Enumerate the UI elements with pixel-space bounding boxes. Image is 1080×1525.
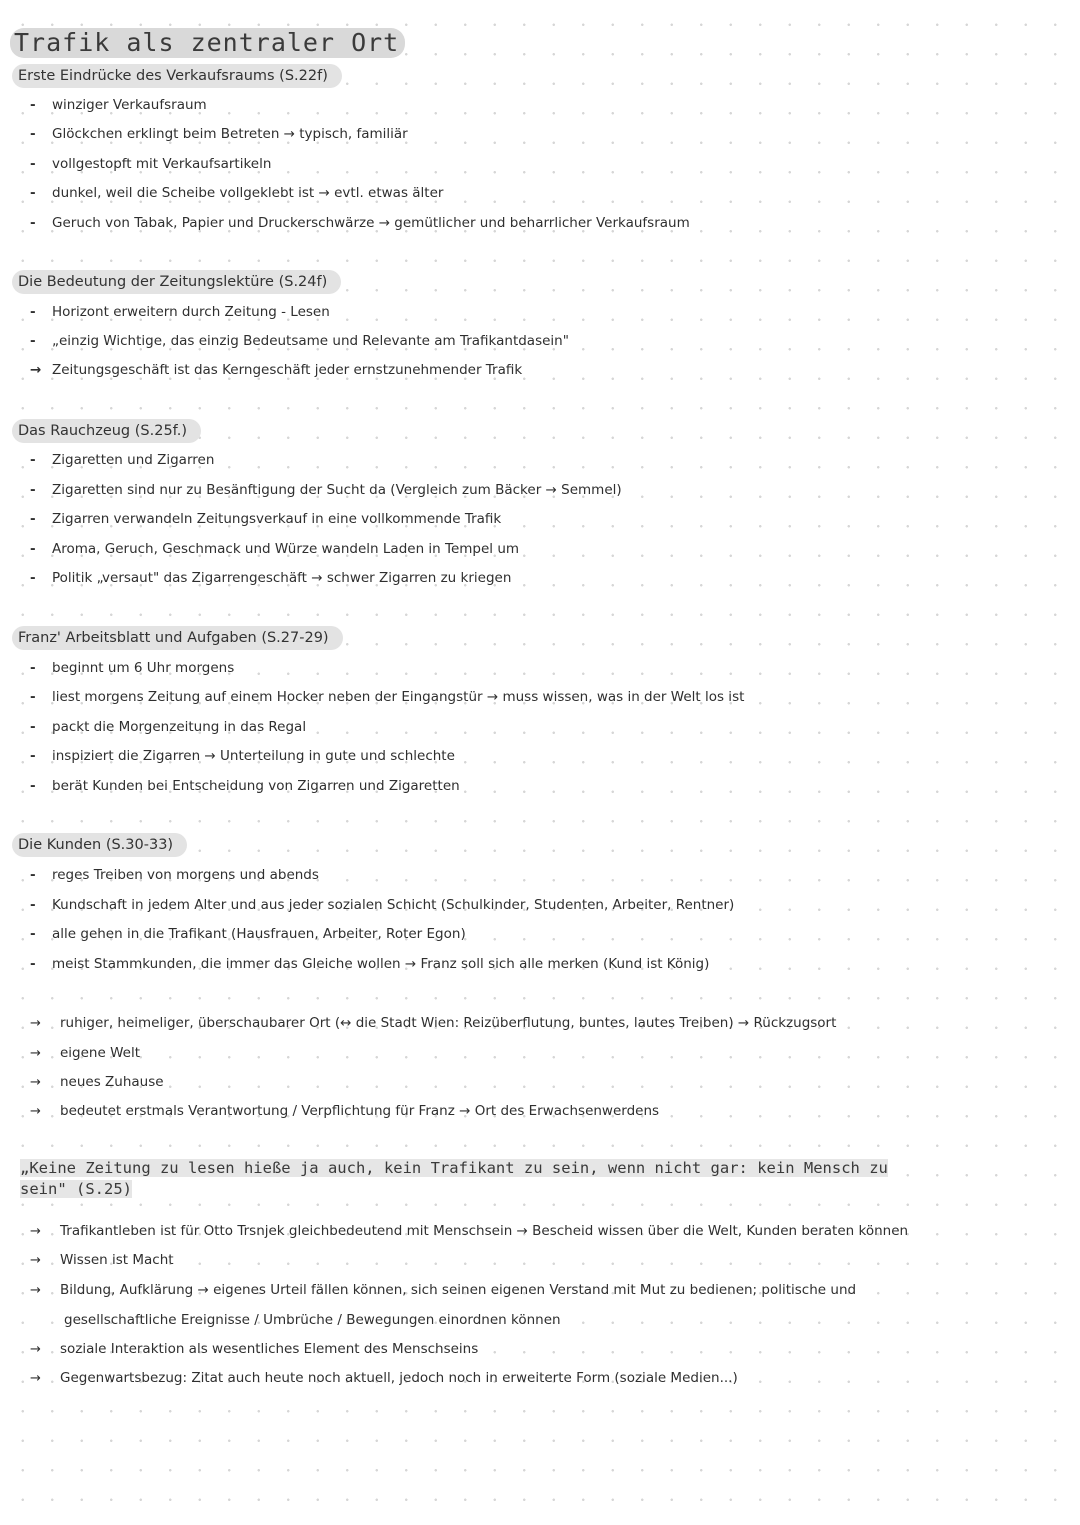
list-item: - Kundschaft in jedem Alter und aus jeder sozialen Schicht (Schulkinder, Studenten, Arbeiter, Rentner) [30, 893, 734, 917]
conclusion-item: → eigene Welt [30, 1041, 140, 1065]
interpretation-item: → Trafikantleben ist für Otto Trsnjek gleichbedeutend mit Menschsein → Bescheid wissen über die Welt, Kunden beraten können [30, 1219, 908, 1243]
arrow-icon: → [30, 1016, 41, 1031]
interpretation-item: → Gegenwartsbezug: Zitat auch heute noch aktuell, jedoch noch in erweiterte Form (soziale Medien...) [30, 1366, 738, 1390]
interpretation-continuation: gesellschaftliche Ereignisse / Umbrüche / Bewegungen einordnen können [64, 1312, 561, 1328]
dash-bullet: - [30, 185, 36, 201]
list-item: - Zigaretten und Zigarren [30, 448, 214, 472]
arrow-icon: → [30, 1283, 41, 1298]
list-item: - Horizont erweitern durch Zeitung - Lesen [30, 300, 330, 324]
dash-bullet: - [30, 897, 36, 913]
dash-bullet: - [30, 541, 36, 557]
arrow-icon: → [30, 1075, 41, 1090]
dash-bullet: - [30, 304, 36, 320]
dash-bullet: - [30, 778, 36, 794]
arrow-item: → Zeitungsgeschäft ist das Kerngeschäft jeder ernstzunehmender Trafik [30, 358, 522, 382]
dash-bullet: - [30, 156, 36, 172]
dash-bullet: - [30, 215, 36, 231]
list-item: - Zigaretten sind nur zu Besänftigung der Sucht da (Vergleich zum Bäcker → Semmel) [30, 478, 622, 502]
arrow-icon: → [30, 1371, 41, 1386]
section-heading-zeitungslektuere: Die Bedeutung der Zeitungslektüre (S.24f) [12, 270, 341, 294]
dash-bullet: - [30, 97, 36, 113]
section-heading-rauchzeug: Das Rauchzeug (S.25f.) [12, 419, 201, 443]
list-item: - meist Stammkunden, die immer das Gleiche wollen → Franz soll sich alle merken (Kund ist König) [30, 952, 709, 976]
list-item: - Aroma, Geruch, Geschmack und Würze wandeln Laden in Tempel um [30, 537, 519, 561]
dash-bullet: - [30, 719, 36, 735]
interpretation-item: → Wissen ist Macht [30, 1248, 174, 1272]
dash-bullet: - [30, 926, 36, 942]
quote-line: „Keine Zeitung zu lesen hieße ja auch, kein Trafikant zu sein, wenn nicht gar: kein Mensch zu [20, 1159, 888, 1177]
list-item: - „einzig Wichtige, das einzig Bedeutsame und Relevante am Trafikantdasein" [30, 329, 569, 353]
arrow-icon: → [30, 362, 42, 378]
dash-bullet: - [30, 660, 36, 676]
list-item: - Politik „versaut" das Zigarrengeschäft → schwer Zigarren zu kriegen [30, 566, 511, 590]
list-item: - Glöckchen erklingt beim Betreten → typisch, familiär [30, 122, 408, 146]
section-heading-arbeitsblatt: Franz' Arbeitsblatt und Aufgaben (S.27-29) [12, 626, 343, 650]
list-item: - alle gehen in die Trafikant (Hausfrauen, Arbeiter, Roter Egon) [30, 922, 466, 946]
list-item: - liest morgens Zeitung auf einem Hocker neben der Eingangstür → muss wissen, was in der Welt los ist [30, 685, 744, 709]
quote-line: sein" (S.25) [20, 1180, 132, 1198]
arrow-icon: → [30, 1342, 41, 1357]
list-item: - dunkel, weil die Scheibe vollgeklebt ist → evtl. etwas älter [30, 181, 443, 205]
conclusion-item: → ruhiger, heimeliger, überschaubarer Ort (↔ die Stadt Wien: Reizüberflutung, buntes, lautes Treiben) → Rückzugsort [30, 1011, 836, 1035]
arrow-icon: → [30, 1253, 41, 1268]
dash-bullet: - [30, 748, 36, 764]
conclusion-item: → neues Zuhause [30, 1070, 164, 1094]
dash-bullet: - [30, 452, 36, 468]
dash-bullet: - [30, 482, 36, 498]
section-heading-verkaufsraum: Erste Eindrücke des Verkaufsraums (S.22f) [12, 64, 342, 88]
dash-bullet: - [30, 570, 36, 586]
list-item: - winziger Verkaufsraum [30, 93, 207, 117]
dash-bullet: - [30, 333, 36, 349]
list-item: - beginnt um 6 Uhr morgens [30, 656, 234, 680]
interpretation-item: → Bildung, Aufklärung → eigenes Urteil fällen können, sich seinen eigenen Verstand mit Mut zu bedienen; politische und [30, 1278, 856, 1302]
list-item: - Zigarren verwandeln Zeitungsverkauf in eine vollkommende Trafik [30, 507, 501, 531]
dash-bullet: - [30, 511, 36, 527]
list-item: - Geruch von Tabak, Papier und Druckerschwärze → gemütlicher und beharrlicher Verkaufsraum [30, 211, 690, 235]
dash-bullet: - [30, 867, 36, 883]
page-title: Trafik als zentraler Ort [10, 28, 405, 58]
dash-bullet: - [30, 689, 36, 705]
quote-block [20, 1158, 1072, 1200]
interpretation-item: → soziale Interaktion als wesentliches Element des Menschseins [30, 1337, 478, 1361]
list-item: - berät Kunden bei Entscheidung von Zigarren und Zigaretten [30, 774, 460, 798]
list-item: - packt die Morgenzeitung in das Regal [30, 715, 306, 739]
conclusion-item: → bedeutet erstmals Verantwortung / Verpflichtung für Franz → Ort des Erwachsenwerdens [30, 1099, 659, 1123]
arrow-icon: → [30, 1104, 41, 1119]
dash-bullet: - [30, 956, 36, 972]
arrow-icon: → [30, 1046, 41, 1061]
section-heading-kunden: Die Kunden (S.30-33) [12, 833, 187, 857]
list-item: - vollgestopft mit Verkaufsartikeln [30, 152, 271, 176]
list-item: - reges Treiben von morgens und abends [30, 863, 319, 887]
arrow-icon: → [30, 1224, 41, 1239]
list-item: - inspiziert die Zigarren → Unterteilung in gute und schlechte [30, 744, 455, 768]
dash-bullet: - [30, 126, 36, 142]
